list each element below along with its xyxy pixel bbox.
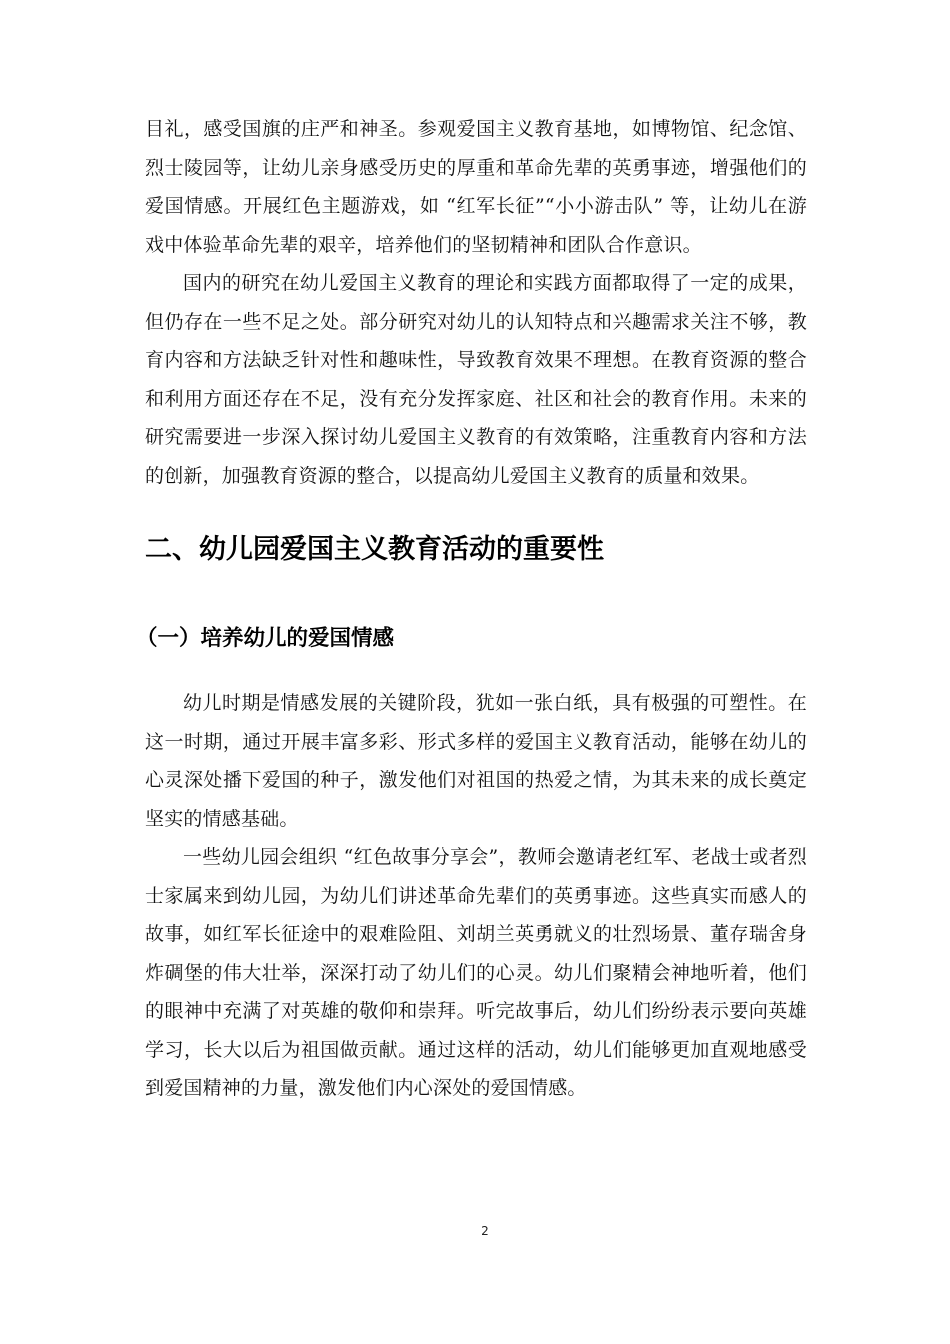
page-number: 2: [481, 1224, 489, 1238]
subsection-heading: （一）培养幼儿的爱国情感: [136, 626, 395, 651]
paragraph-red-story-sharing: 一些幼儿园会组织 “红色故事分享会”，教师会邀请老红军、老战士或者烈士家属来到幼儿园，为幼儿们讲述革命先辈们的英勇事迹。这些真实而感人的故事，如红军长征途中的艰难险阻、刘胡兰英勇就义的壮烈场景、董存瑞舍身炸碉堡的伟大壮举，深深打动了幼儿们的心灵。幼儿们聚精会神地听着，他们的眼神中充满了对英雄的敬仰和崇拜。听完故事后，幼儿们纷纷表示要向英雄学习，长大以后为祖国做贡献。通过这样的活动，幼儿们能够更加直观地感受到爱国精神的力量，激发他们内心深处的爱国情感。: [145, 846, 807, 1099]
paragraph-continued: 目礼，感受国旗的庄严和神圣。参观爱国主义教育基地，如博物馆、纪念馆、烈士陵园等，让幼儿亲身感受历史的厚重和革命先辈的英勇事迹，增强他们的爱国情感。开展红色主题游戏，如 “红军长征”“小小游击队” 等，让幼儿在游戏中体验革命先辈的艰辛，培养他们的坚韧精神和团队合作意识。: [145, 118, 807, 256]
paragraph-emotional-development: 幼儿时期是情感发展的关键阶段，犹如一张白纸，具有极强的可塑性。在这一时期，通过开展丰富多彩、形式多样的爱国主义教育活动，能够在幼儿的心灵深处播下爱国的种子，激发他们对祖国的热爱之情，为其未来的成长奠定坚实的情感基础。: [145, 692, 807, 830]
paragraph-domestic-research: 国内的研究在幼儿爱国主义教育的理论和实践方面都取得了一定的成果，但仍存在一些不足之处。部分研究对幼儿的认知特点和兴趣需求关注不够，教育内容和方法缺乏针对性和趣味性，导致教育效果不理想。在教育资源的整合和利用方面还存在不足，没有充分发挥家庭、社区和社会的教育作用。未来的研究需要进一步深入探讨幼儿爱国主义教育的有效策略，注重教育内容和方法的创新，加强教育资源的整合，以提高幼儿爱国主义教育的质量和效果。: [145, 272, 807, 487]
section-heading: 二、幼儿园爱国主义教育活动的重要性: [145, 534, 604, 565]
